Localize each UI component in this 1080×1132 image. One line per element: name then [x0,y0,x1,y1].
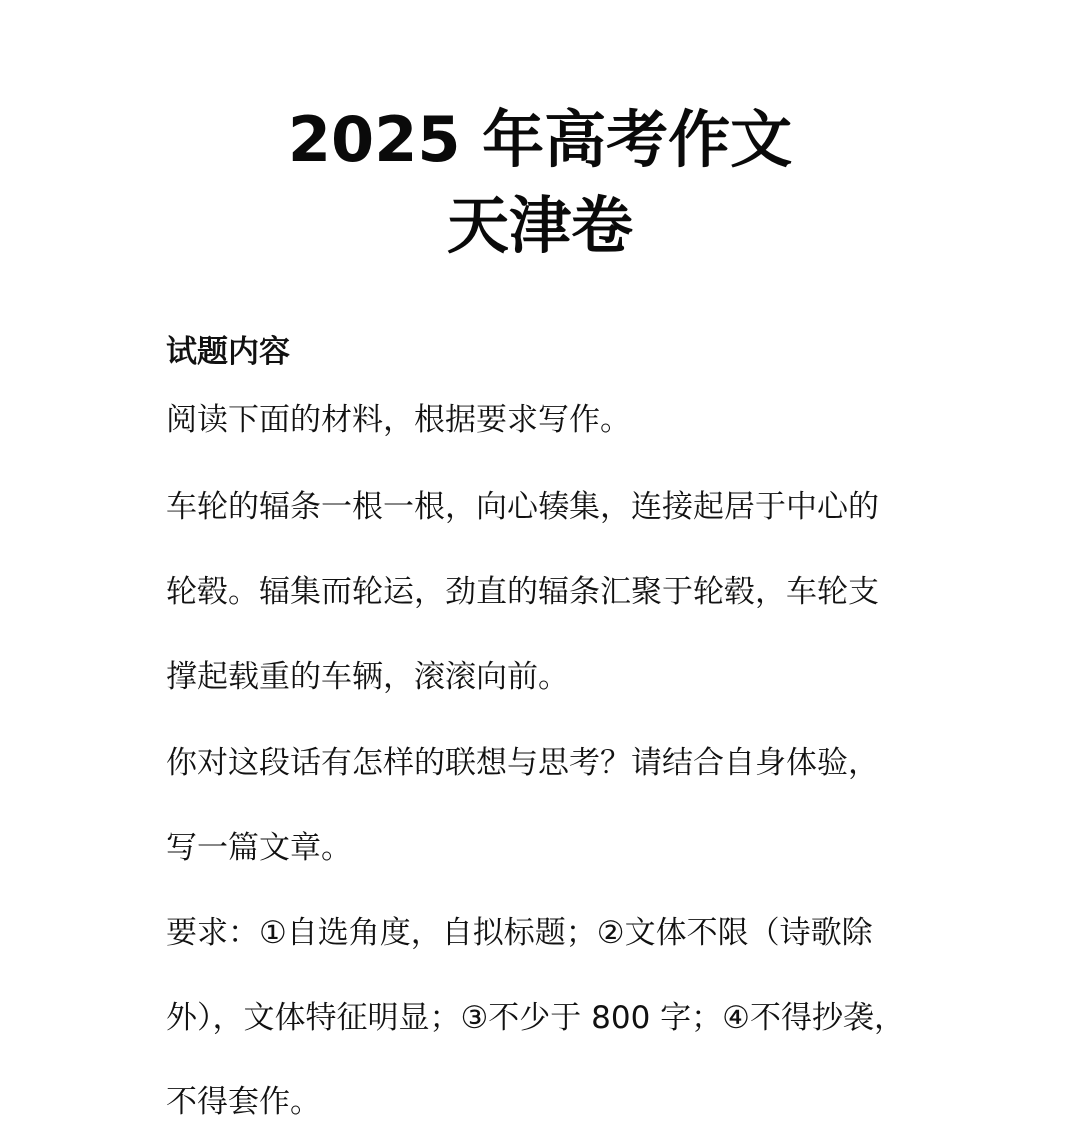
section-heading: 试题内容 [166,334,290,370]
material-line: 车轮的辐条一根一根，向心辏集，连接起居于中心的 [166,489,879,525]
material-line: 轮毂。辐集而轮运，劲直的辐条汇聚于轮毂，车轮支 [166,574,879,610]
page-subtitle: 天津卷 [446,189,633,262]
instruction-text: 阅读下面的材料，根据要求写作。 [166,402,631,438]
requirement-line: 要求：①自选角度，自拟标题；②文体不限（诗歌除 [166,915,873,951]
question-line: 写一篇文章。 [166,830,352,866]
material-line: 撑起载重的车辆，滚滚向前。 [166,659,569,695]
page-title: 2025 年高考作文 [287,103,793,176]
requirement-line: 外），文体特征明显；③不少于 800 字；④不得抄袭， [166,1000,905,1036]
question-line: 你对这段话有怎样的联想与思考？请结合自身体验， [166,745,879,781]
requirement-line: 不得套作。 [166,1084,321,1120]
